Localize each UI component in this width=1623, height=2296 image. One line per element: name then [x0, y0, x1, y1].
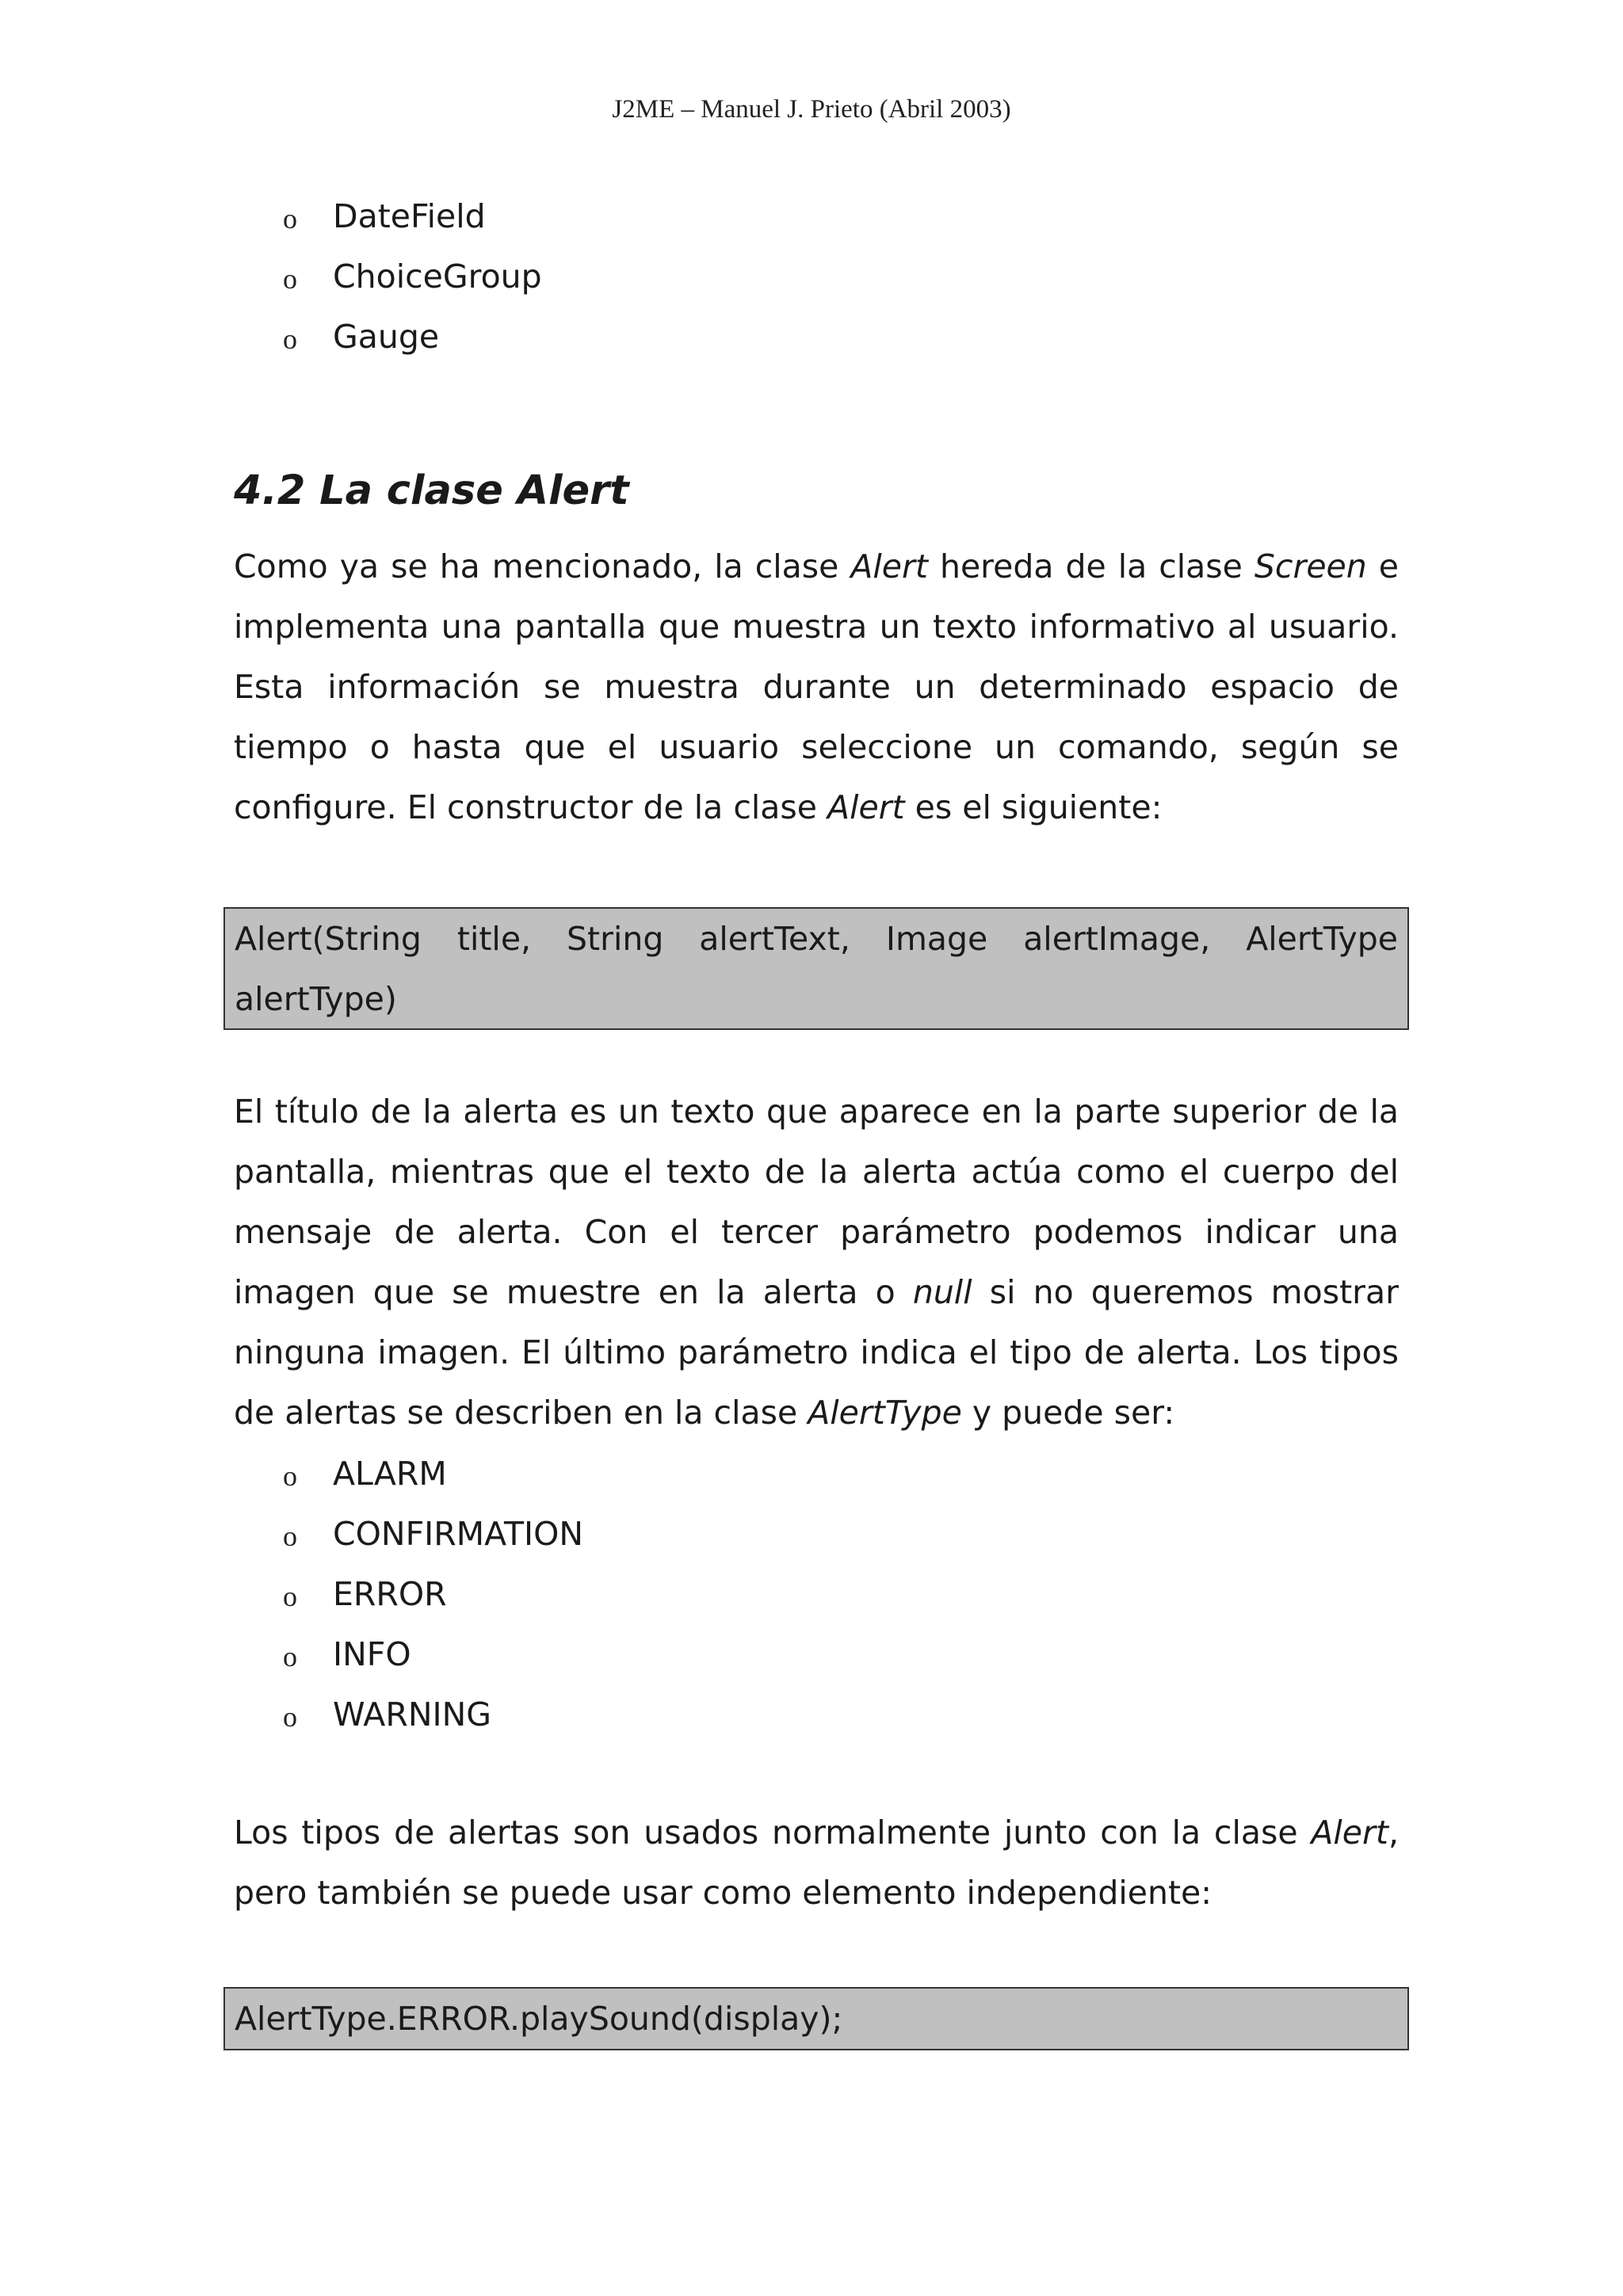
constructor-code-box [223, 907, 1409, 1030]
list-item-label: INFO [333, 1635, 411, 1673]
code-line: Alert(String title, String alertText, Image alertImage, AlertType [235, 920, 1398, 958]
example-code-box [223, 1987, 1409, 2050]
bullet-marker: o [283, 203, 297, 235]
text-run: si no queremos mostrar ninguna imagen. El último parámetro indica el tipo de alerta. Los tipos de alertas se describen en la clase [234, 1273, 1399, 1432]
keyword-null: null [912, 1273, 972, 1311]
code-line: AlertType.ERROR.playSound(display); [235, 2000, 843, 2038]
list-item-label: WARNING [333, 1695, 492, 1733]
class-name-alert: Alert [850, 547, 928, 585]
bullet-marker: o [283, 263, 297, 295]
list-item [234, 1624, 1399, 1684]
bullet-marker: o [283, 1641, 297, 1672]
class-name-alert: Alert [1311, 1814, 1388, 1852]
text-run: , pero también se puede usar como elemento independiente: [234, 1814, 1399, 1912]
text-run: e implementa una pantalla que muestra un texto informativo al usuario. Esta información se muestra durante un determinado espacio de tiempo o hasta que el usuario seleccione un comando, según se configure. El constructor de la clase [234, 547, 1399, 826]
bullet-marker: o [283, 1520, 297, 1552]
description-paragraph-container [234, 1081, 1399, 1443]
list-item-label: DateField [333, 197, 486, 235]
list-item [234, 246, 1399, 307]
text-run: es el siguiente: [904, 788, 1163, 826]
code-line: alertType) [235, 980, 397, 1018]
list-item [234, 307, 1399, 367]
top-bullet-list-container [234, 186, 1399, 367]
text-run: hereda de la clase [927, 547, 1254, 585]
list-item [234, 1444, 1399, 1504]
text-run: El título de la alerta es un texto que aparece en la parte superior de la pantalla, mientras que el texto de la alerta actúa como el cuerpo del mensaje de alerta. Con el tercer parámetro podemos indicar una imagen que se muestre en la alerta o [234, 1093, 1399, 1311]
intro-paragraph-container [234, 536, 1399, 837]
bullet-marker: o [283, 1701, 297, 1733]
list-item-label: CONFIRMATION [333, 1515, 584, 1553]
list-item-label: ChoiceGroup [333, 257, 542, 296]
alert-types-list-container [234, 1444, 1399, 1745]
intro-paragraph [234, 536, 1399, 837]
list-item [234, 1684, 1399, 1745]
class-name-alerttype: AlertType [808, 1394, 962, 1432]
class-name-alert: Alert [827, 788, 905, 826]
text-run: Como ya se ha mencionado, la clase [234, 547, 851, 585]
bullet-marker: o [283, 1581, 297, 1612]
list-item-label: ERROR [333, 1575, 447, 1613]
text-run: Los tipos de alertas son usados normalmente junto con la clase [234, 1814, 1312, 1852]
top-bullet-list [234, 186, 1399, 367]
list-item [234, 1504, 1399, 1564]
section-heading: 4.2 La clase Alert [234, 467, 629, 514]
bullet-marker: o [283, 323, 297, 355]
text-run: y puede ser: [961, 1394, 1175, 1432]
list-item [234, 1564, 1399, 1624]
alert-types-list [234, 1444, 1399, 1745]
list-item-label: Gauge [333, 318, 440, 356]
usage-paragraph-container [234, 1802, 1399, 1923]
bullet-marker: o [283, 1460, 297, 1492]
page-header: J2ME – Manuel J. Prieto (Abril 2003) [612, 95, 1011, 124]
usage-paragraph [234, 1802, 1399, 1923]
class-name-screen: Screen [1254, 547, 1367, 585]
description-paragraph [234, 1081, 1399, 1443]
list-item [234, 186, 1399, 246]
list-item-label: ALARM [333, 1455, 447, 1493]
